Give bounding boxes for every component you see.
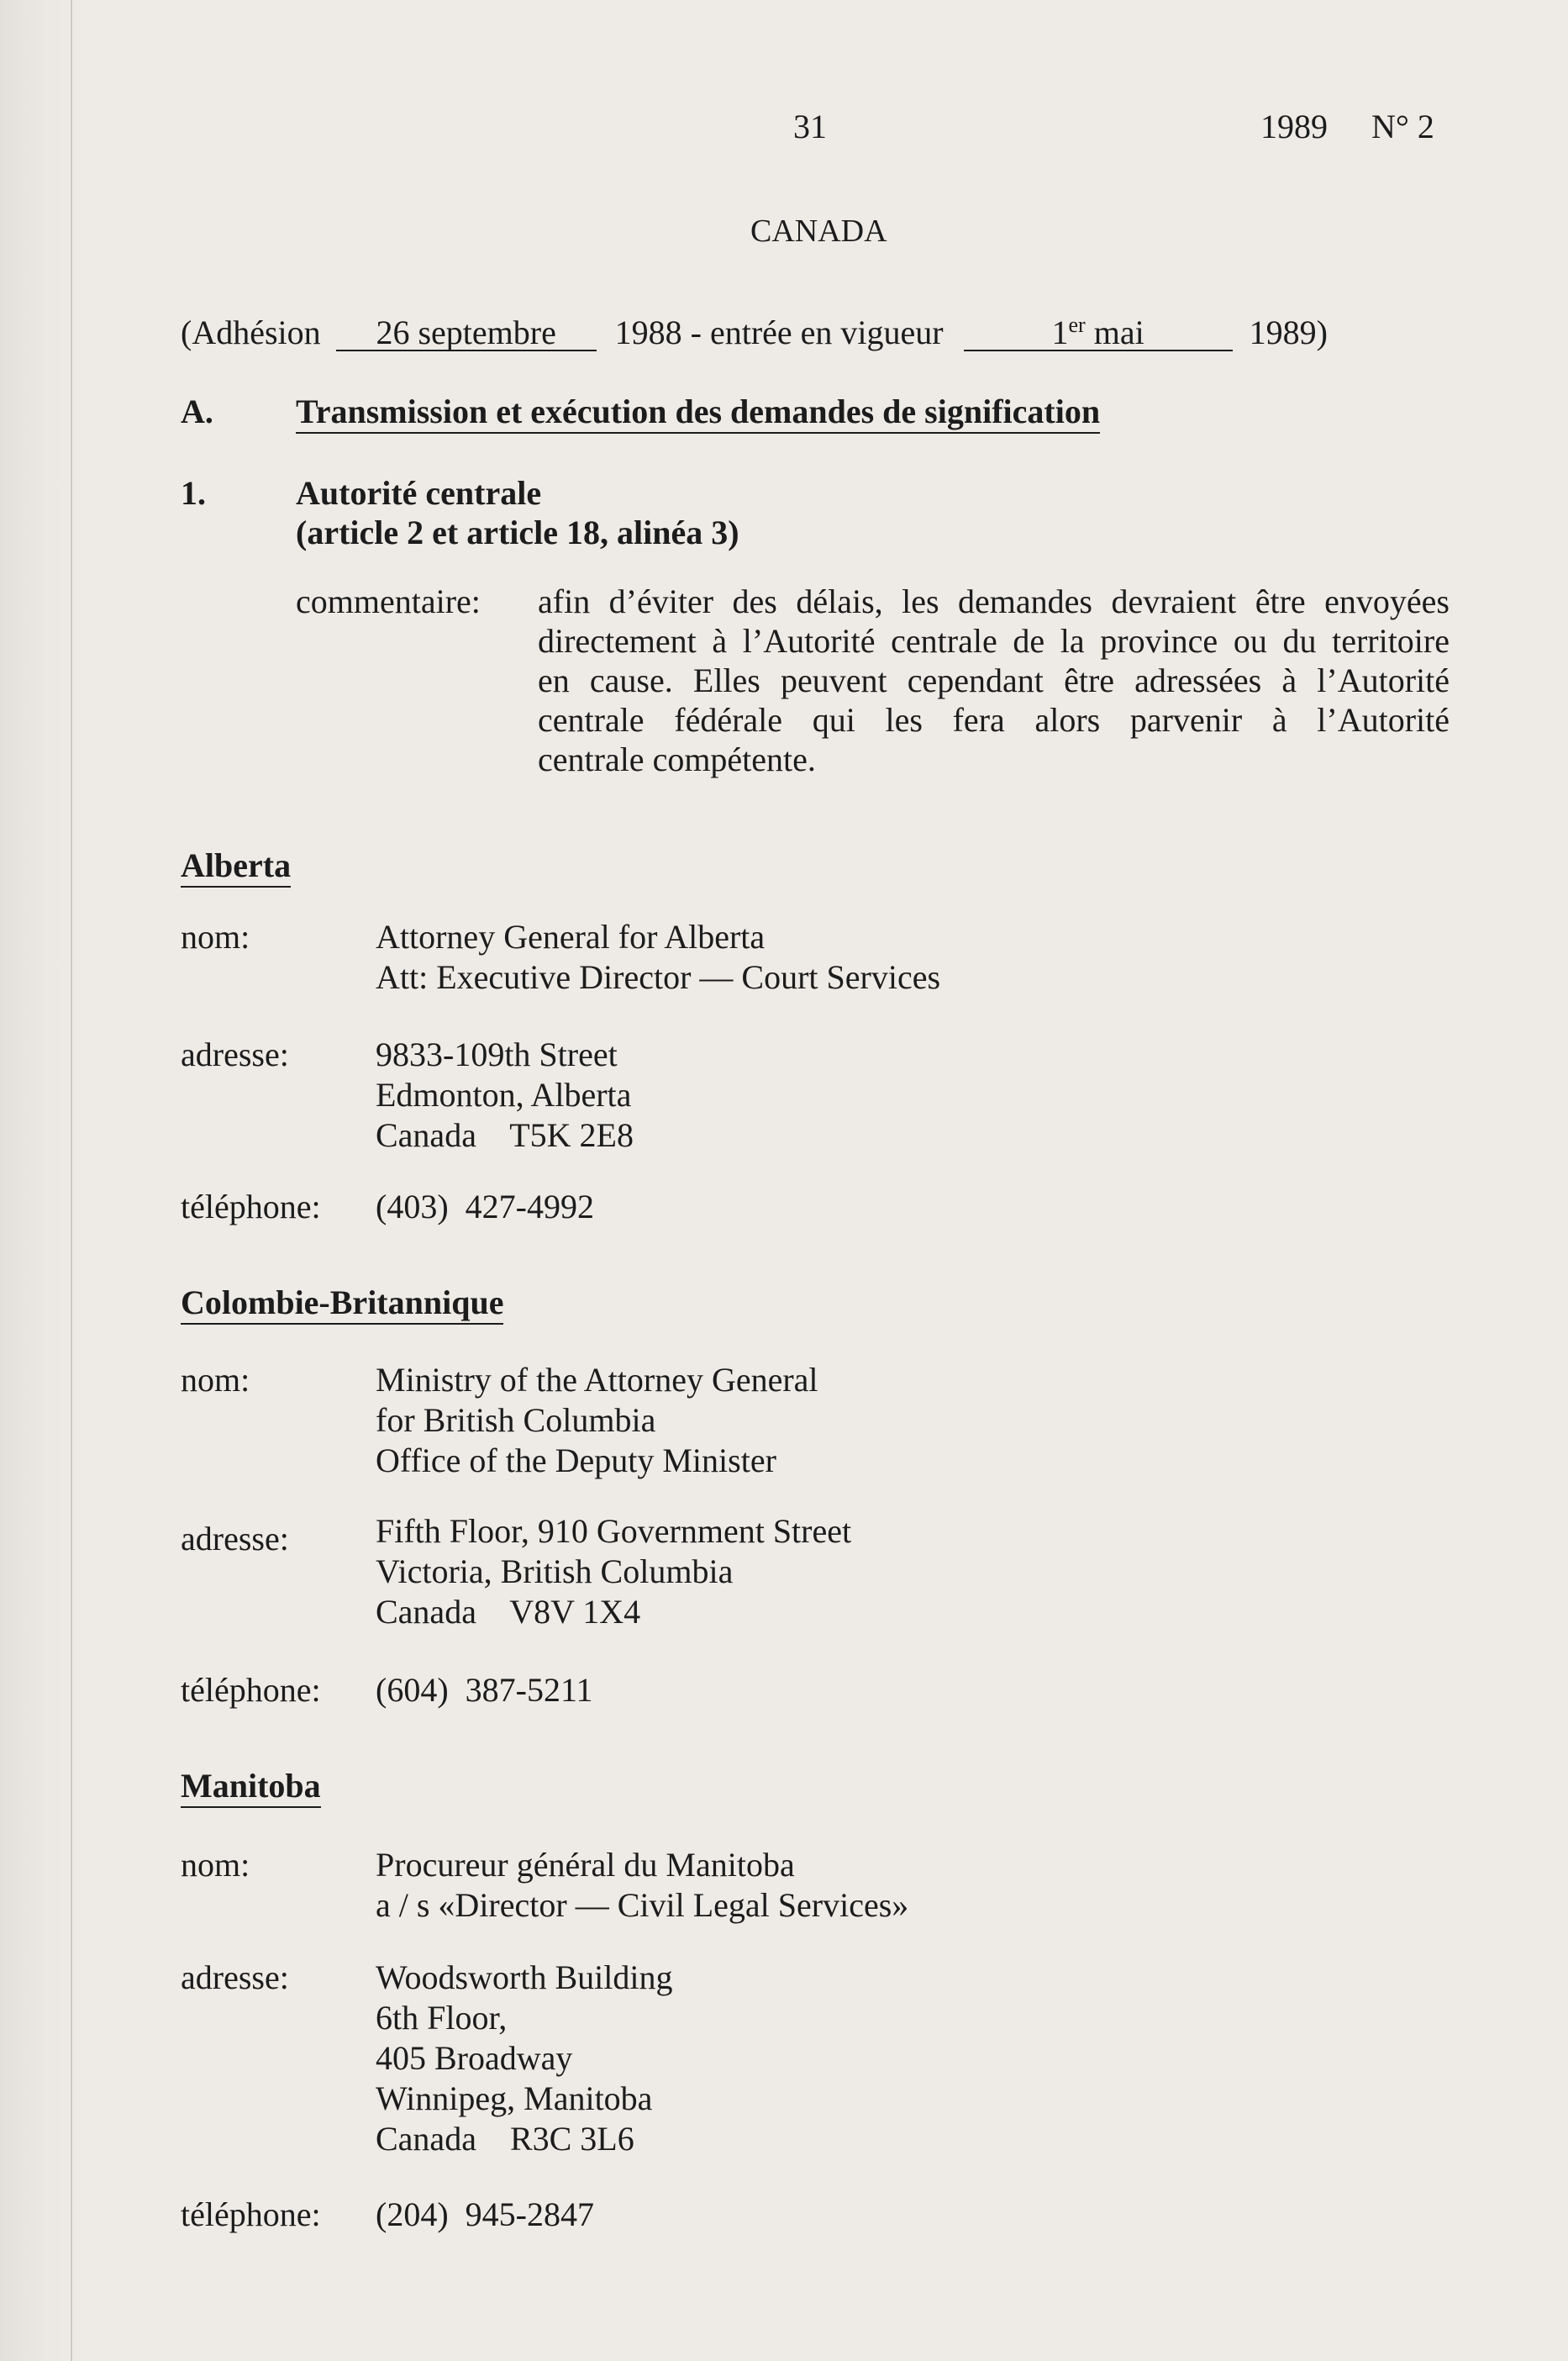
name-line: Attorney General for Alberta [376, 918, 766, 956]
commentary-line: directement à l’Autorité centrale de la province ou du territoire [538, 622, 1450, 660]
page-binding-shadow [0, 0, 92, 2361]
phone-label: téléphone: [181, 2195, 321, 2233]
adhesion-date-blank [336, 316, 597, 351]
page-number: 31 [793, 108, 827, 145]
name-line: Ministry of the Attorney General [376, 1361, 818, 1399]
name-line: Att: Executive Director — Court Services [376, 958, 941, 996]
address-label: adresse: [181, 1958, 289, 1996]
address-line: Edmonton, Alberta [376, 1076, 632, 1114]
effective-day: 1 [1051, 314, 1069, 351]
adhesion-middle-text: 1988 - entrée en vigueur [614, 314, 944, 351]
alberta-name [376, 917, 940, 998]
address-line: Canada T5K 2E8 [376, 1116, 634, 1154]
commentary-label: commentaire: [296, 582, 481, 620]
commentary-line: afin d’éviter des délais, les demandes devraient être envoyées [538, 582, 1450, 620]
commentary-text [538, 582, 1450, 779]
name-line: Procureur général du Manitoba [376, 1846, 795, 1884]
alberta-phone: (403) 427-4992 [376, 1188, 594, 1225]
effective-month: mai [1093, 314, 1144, 351]
phone-label: téléphone: [181, 1188, 321, 1225]
adhesion-prefix: (Adhésion [181, 314, 321, 351]
address-line: Canada V8V 1X4 [376, 1593, 641, 1631]
effective-day-suffix: er [1068, 313, 1086, 337]
name-line: a / s «Director — Civil Legal Services» [376, 1886, 909, 1924]
name-label: nom: [181, 1846, 250, 1884]
manitoba-phone: (204) 945-2847 [376, 2195, 594, 2233]
address-line: Canada R3C 3L6 [376, 2120, 634, 2158]
province-heading-alberta: Alberta [181, 846, 291, 886]
effective-date-blank [964, 313, 1233, 351]
adhesion-line [181, 313, 1328, 353]
section-title: Transmission et exécution des demandes de signification [296, 392, 1100, 432]
commentary-line: centrale compétente. [538, 740, 816, 778]
page-binding-crease [71, 0, 72, 2361]
country-heading: CANADA [750, 213, 887, 249]
address-label: adresse: [181, 1520, 289, 1557]
name-label: nom: [181, 1361, 250, 1399]
manitoba-address [376, 1958, 672, 2159]
issue-year: 1989 [1260, 108, 1328, 145]
phone-label: téléphone: [181, 1671, 321, 1709]
commentary-line: en cause. Elles peuvent cependant être adressées à l’Autorité [538, 661, 1450, 699]
section-letter: A. [181, 393, 213, 430]
address-line: 6th Floor, [376, 1999, 508, 2037]
name-line: for British Columbia [376, 1401, 656, 1439]
british-columbia-address [376, 1511, 851, 1632]
british-columbia-phone: (604) 387-5211 [376, 1671, 593, 1709]
alberta-address [376, 1035, 634, 1156]
address-line: Woodsworth Building [376, 1958, 673, 1996]
name-line: Office of the Deputy Minister [376, 1441, 776, 1479]
address-line: 405 Broadway [376, 2039, 573, 2077]
issue-number: N° 2 [1371, 108, 1434, 145]
adhesion-end-year: 1989) [1249, 314, 1328, 351]
address-line: 9833-109th Street [376, 1036, 618, 1073]
address-line: Winnipeg, Manitoba [376, 2079, 653, 2117]
province-heading-british-columbia: Colombie-Britannique [181, 1283, 503, 1323]
address-line: Victoria, British Columbia [376, 1552, 734, 1590]
subsection-subtitle: (article 2 et article 18, alinéa 3) [296, 514, 739, 551]
commentary-line: centrale fédérale qui les fera alors parvenir à l’Autorité [538, 701, 1450, 739]
british-columbia-name [376, 1360, 818, 1481]
address-line: Fifth Floor, 910 Government Street [376, 1512, 852, 1550]
province-heading-manitoba: Manitoba [181, 1766, 321, 1806]
adhesion-date: 26 septembre [376, 314, 556, 351]
address-label: adresse: [181, 1036, 289, 1073]
subsection-title: Autorité centrale [296, 474, 542, 512]
manitoba-name [376, 1845, 908, 1926]
name-label: nom: [181, 918, 250, 956]
subsection-number: 1. [181, 474, 206, 512]
